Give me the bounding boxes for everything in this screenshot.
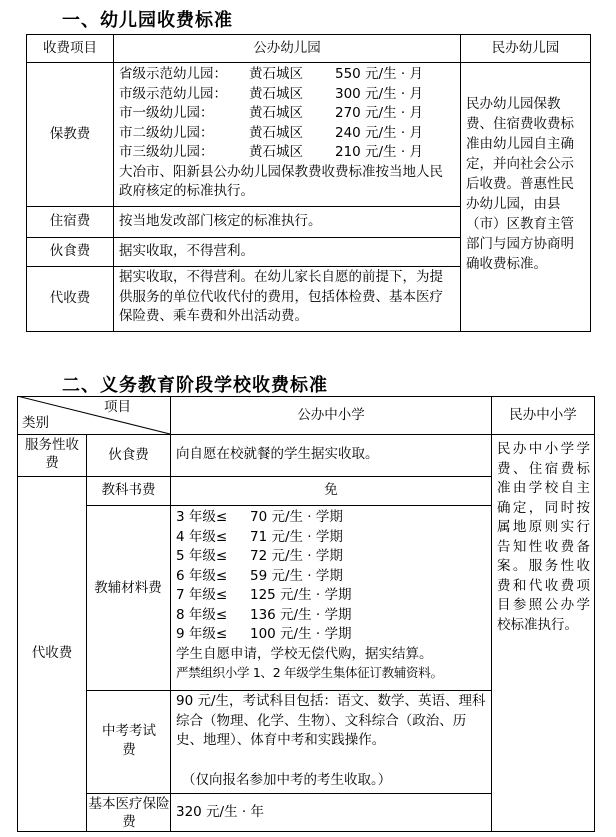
tuition-note: 大冶市、阳新县公办幼儿园保教费收费标准按当地人民政府核定的标准执行。 [119,163,443,199]
boarding-label: 住宿费 [49,213,91,230]
header-fee-item: 收费项目 [43,39,97,56]
private-kindergarten-text: 民办幼儿园保教费、住宿费收费标准由幼儿园自主确定，并向社会公示后收费。普惠性民办幼儿园，由县（市）区教育主管部门与园方协商明确收费标准。 [466,96,574,272]
header-public-school: 公办中小学 [297,406,365,423]
materials-note-1: 学生自愿申请，学校无偿代购，据实结算。 [176,645,433,662]
service-meals-text: 向自愿在校就餐的学生据实收取。 [176,446,379,462]
textbook-item: 教科书费 [101,482,156,499]
header-category: 类别 [22,415,49,431]
exam-note: （仅向报名参加中考的考生收取。） [182,772,392,788]
materials-row: 9 年级≤ 100 元/生 · 学期 [176,626,352,642]
header-private-kindergarten: 民办幼儿园 [491,39,560,56]
header-item: 项目 [104,399,131,415]
textbook-text: 免 [324,482,338,499]
tuition-row: 市一级幼儿园： 黄石城区 270 元/生 · 月 [119,105,423,121]
tuition-price-list [119,65,455,202]
exam-text: 90 元/生，考试科目包括：语文、数学、英语、理科综合（物理、化学、生物）、文科综合（政治、历史、地理）、体育中考和实践操作。 [176,693,486,748]
insurance-text: 320 元/生 · 年 [176,804,264,820]
tuition-row: 市二级幼儿园： 黄石城区 240 元/生 · 月 [119,124,423,141]
materials-row: 6 年级≤ 59 元/生 · 学期 [176,567,343,584]
service-meals-item: 伙食费 [108,446,149,463]
section1-title: 一、幼儿园收费标准 [62,10,233,31]
section2-title: 二、义务教育阶段学校收费标准 [62,375,328,396]
agency-category: 代收费 [31,645,73,662]
tuition-row: 市级示范幼儿园： 黄石城区 300 元/生 · 月 [119,85,423,102]
agency-label: 代收费 [49,290,91,307]
materials-row: 7 年级≤ 125 元/生 · 学期 [176,587,352,603]
private-school-text: 民办中小学学费、住宿费标准由学校自主确定，同时按属地原则实行告知性收费备案。服务性收费和代收费项目参照公办学校标准执行。 [497,441,590,633]
insurance-item: 基本医疗保险费 [88,796,170,830]
agency-text: 据实收取，不得营利。在幼儿家长自愿的前提下，为提供服务的单位代收代付的费用，包括体检费、基本医疗保险费、乘车费和外出活动费。 [119,269,443,324]
tuition-row: 市三级幼儿园： 黄石城区 210 元/生 · 月 [119,144,423,160]
materials-row: 3 年级≤ 70 元/生 · 学期 [176,509,343,525]
service-category: 服务性收费 [25,437,79,471]
materials-row: 8 年级≤ 136 元/生 · 学期 [176,606,352,623]
header-public-kindergarten: 公办幼儿园 [253,39,321,56]
materials-row: 5 年级≤ 72 元/生 · 学期 [176,548,343,564]
materials-row: 4 年级≤ 71 元/生 · 学期 [176,528,343,545]
tuition-row: 省级示范幼儿园： 黄石城区 550 元/生 · 月 [119,66,423,82]
meals-text: 据实收取，不得营利。 [119,243,254,259]
materials-item: 教辅材料费 [94,580,162,596]
exam-item: 中考考试费 [102,723,156,758]
meals-label: 伙食费 [49,243,91,260]
boarding-text: 按当地发改部门核定的标准执行。 [119,213,322,229]
header-private-school: 民办中小学 [509,406,577,423]
tuition-label: 保教费 [49,125,91,142]
materials-price-list [176,508,490,681]
materials-note-2: 严禁组织小学 1、2 年级学生集体征订教辅资料。 [176,664,443,680]
